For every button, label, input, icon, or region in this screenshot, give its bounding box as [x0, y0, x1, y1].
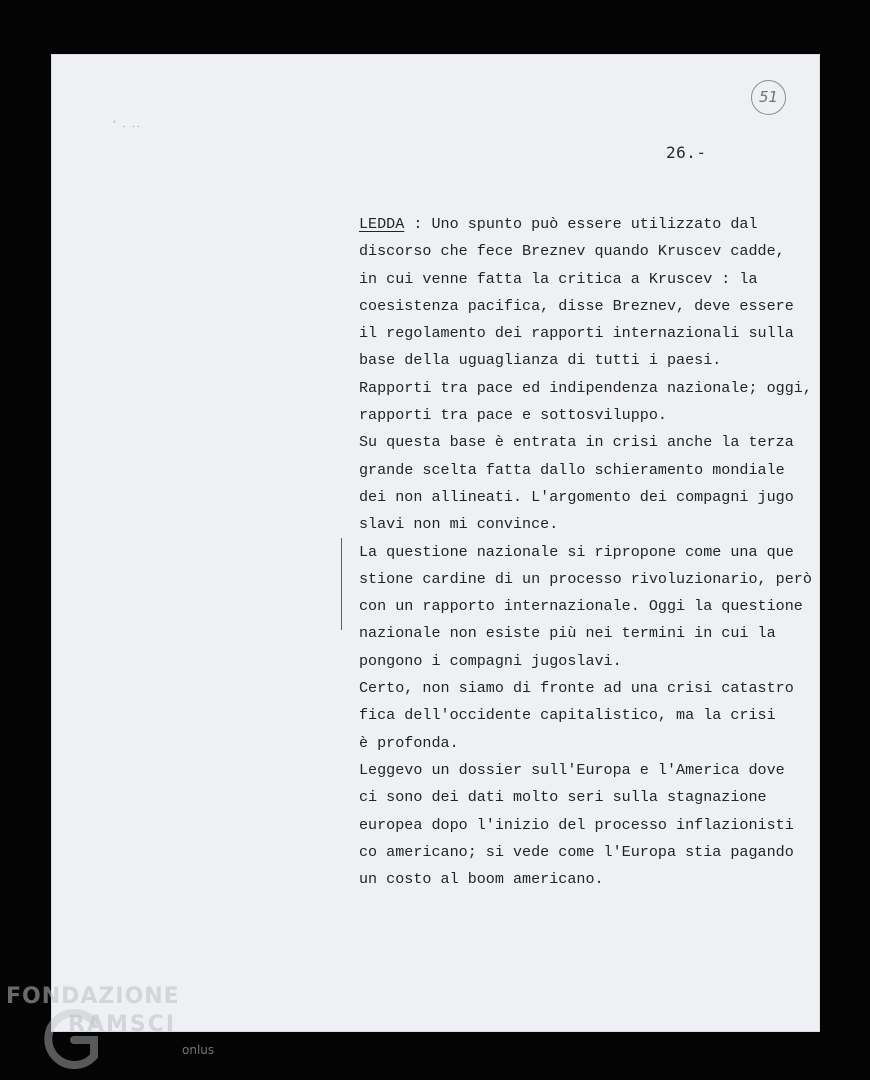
text-line: il regolamento dei rapporti internazionali sulla: [359, 324, 794, 343]
watermark-line-2: RAMSCI: [68, 1012, 177, 1037]
watermark-suffix: onlus: [182, 1043, 215, 1057]
text-line: discorso che fece Breznev quando Kruscev cadde,: [359, 242, 785, 261]
text-line: grande scelta fatta dallo schieramento mondiale: [359, 460, 785, 479]
watermark-line-1: FONDAZIONE: [6, 984, 180, 1009]
text-line: Leggevo un dossier sull'Europa e l'America dove: [359, 760, 785, 779]
text-line: ci sono dei dati molto seri sulla stagnazione: [359, 788, 767, 807]
text-line: LEDDA : Uno spunto può essere utilizzato dal: [359, 215, 758, 233]
speaker-name: LEDDA: [359, 215, 405, 233]
text-line: coesistenza pacifica, disse Breznev, deve essere: [359, 296, 794, 315]
archive-page-number: 51: [751, 80, 786, 115]
typed-transcript: [359, 211, 819, 893]
text-line: europea dopo l'inizio del processo inflazionisti: [359, 815, 794, 834]
text-line: rapporti tra pace e sottosviluppo.: [359, 406, 667, 425]
text-line: Certo, non siamo di fronte ad una crisi catastro: [359, 679, 794, 698]
fondazione-gramsci-watermark: [6, 984, 221, 1074]
text-line: Rapporti tra pace ed indipendenza nazionale; oggi,: [359, 378, 812, 397]
text-line: slavi non mi convince.: [359, 515, 559, 534]
text-line: con un rapporto internazionale. Oggi la questione: [359, 597, 803, 616]
text-line: stione cardine di un processo rivoluzionario, però: [359, 569, 812, 588]
text-line: base della uguaglianza di tutti i paesi.: [359, 351, 722, 370]
paper-marks: ' . ..: [113, 120, 142, 130]
text-line: pongono i compagni jugoslavi.: [359, 651, 622, 670]
text-line: Su questa base è entrata in crisi anche la terza: [359, 433, 794, 452]
text-line: dei non allineati. L'argomento dei compagni jugo: [359, 487, 794, 506]
text-line: è profonda.: [359, 733, 459, 752]
text-line: La questione nazionale si ripropone come una que: [359, 542, 794, 561]
text-line: un costo al boom americano.: [359, 870, 604, 889]
text-line: nazionale non esiste più nei termini in cui la: [359, 624, 776, 643]
margin-mark: [341, 538, 342, 630]
text-line: co americano; si vede come l'Europa stia pagando: [359, 842, 794, 861]
text-line: fica dell'occidente capitalistico, ma la crisi: [359, 706, 776, 725]
text-line: in cui venne fatta la critica a Kruscev : la: [359, 269, 758, 288]
page-number: 26.-: [666, 143, 707, 162]
